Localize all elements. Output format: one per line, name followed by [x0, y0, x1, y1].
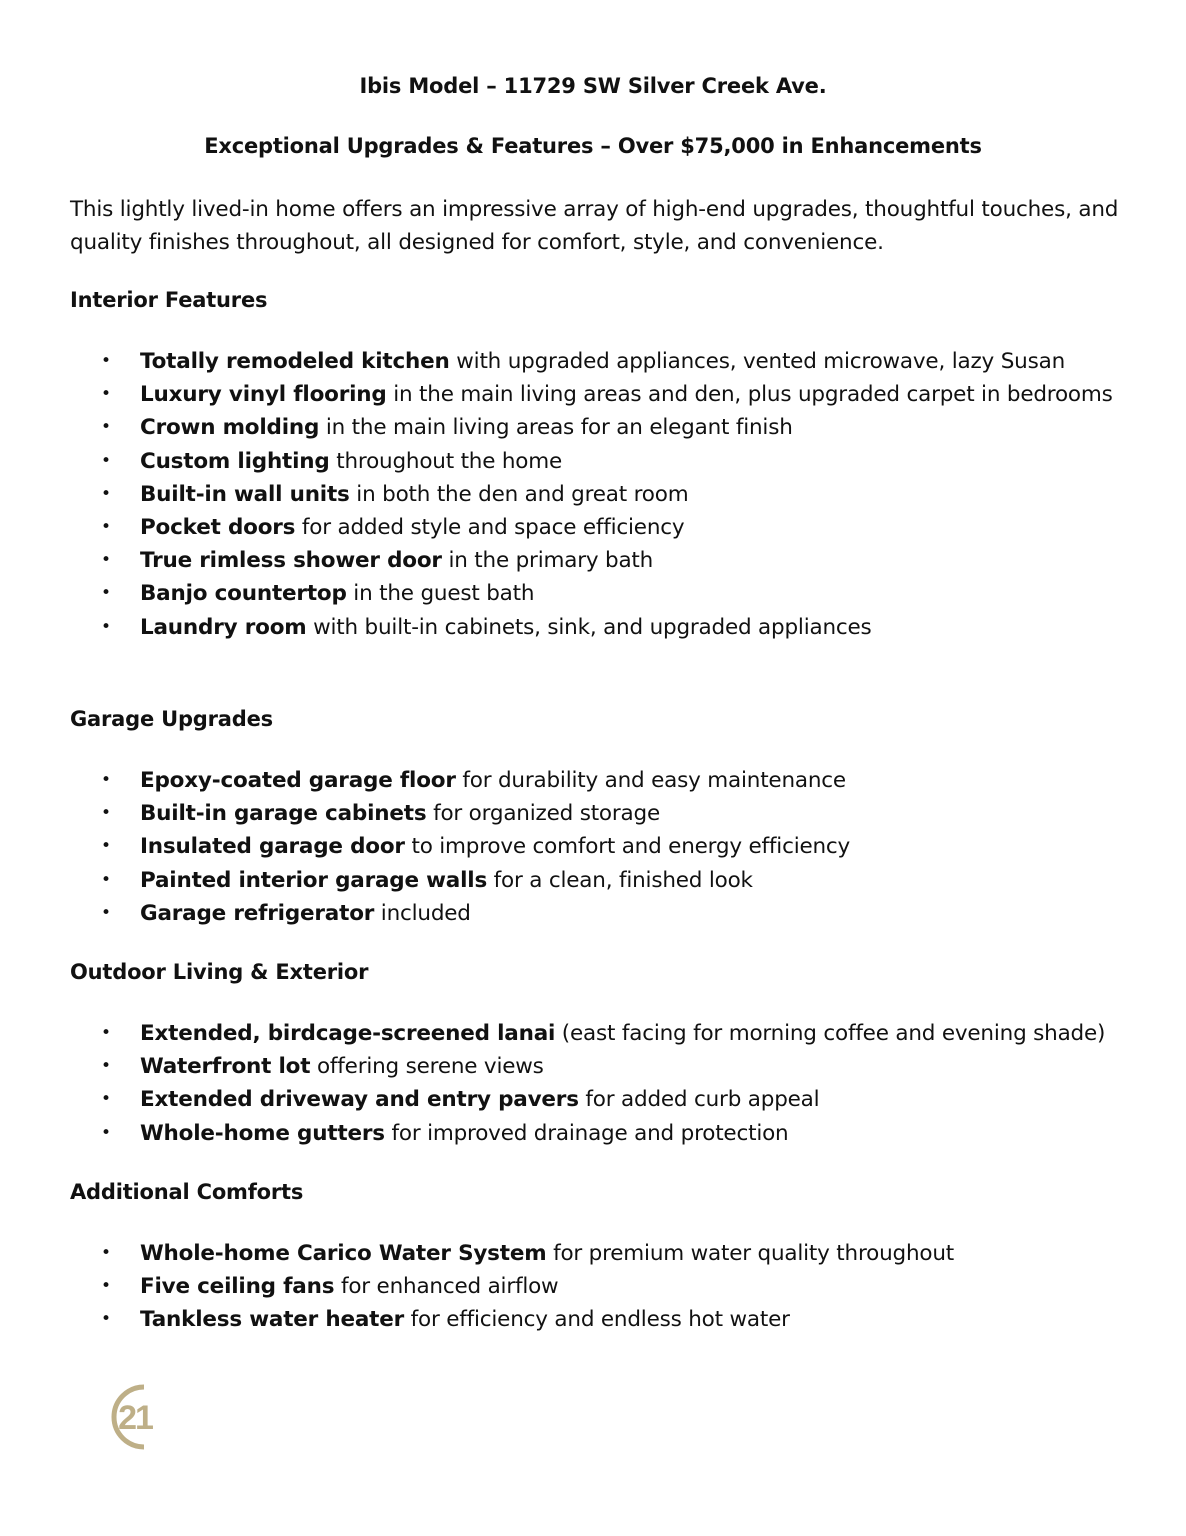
item-text: with upgraded appliances, vented microwave, lazy Susan: [449, 349, 1065, 374]
bullet: •: [101, 450, 111, 471]
bullet: •: [101, 1309, 111, 1330]
list-item: [70, 1117, 1130, 1150]
list-item: [70, 378, 1130, 411]
page-subtitle: Exceptional Upgrades & Features – Over $75,000 in Enhancements: [204, 134, 982, 158]
bullet: •: [101, 583, 111, 604]
item-text: for added style and space efficiency: [295, 515, 685, 541]
bullet: •: [101, 869, 111, 890]
item-text: for improved drainage and protection: [384, 1120, 789, 1146]
item-text: in both the den and great room: [349, 481, 689, 507]
item-highlight: Pocket doors: [140, 515, 296, 541]
item-highlight: Epoxy-coated garage floor: [140, 768, 456, 793]
item-text: for a clean, finished look: [487, 867, 753, 893]
item-highlight: Waterfront lot: [140, 1054, 311, 1080]
item-highlight: Five ceiling fans: [140, 1274, 335, 1300]
item-highlight: Extended driveway and entry pavers: [140, 1087, 579, 1113]
item-text: with built-in cabinets, sink, and upgraded appliances: [306, 614, 872, 640]
bullet: •: [101, 1089, 111, 1110]
bullet: •: [101, 902, 111, 923]
list-item: [70, 897, 1130, 930]
item-text: for premium water quality throughout: [546, 1241, 954, 1266]
section-heading-outdoor: Outdoor Living & Exterior: [70, 960, 369, 984]
additional-comforts-list: [70, 1237, 1130, 1337]
list-item: [70, 611, 1130, 644]
item-highlight: Whole-home Carico Water System: [140, 1241, 547, 1266]
list-item: [70, 577, 1130, 610]
list-item: [70, 830, 1130, 863]
item-highlight: Totally remodeled kitchen: [140, 349, 450, 374]
item-text: included: [374, 900, 471, 926]
item-text: in the primary bath: [441, 548, 654, 574]
item-text: in the main living areas for an elegant finish: [319, 415, 793, 441]
interior-features-list: [70, 345, 1130, 644]
list-item: [70, 864, 1130, 897]
list-item: [70, 511, 1130, 544]
bullet: •: [101, 550, 111, 571]
list-item: [70, 1237, 1130, 1270]
bullet: •: [101, 384, 111, 405]
bullet: •: [101, 351, 111, 371]
intro-paragraph: This lightly lived-in home offers an impressive array of high-end upgrades, thoughtful touches, and quality finishes throughout, all designed for comfort, style, and convenience.: [70, 197, 1119, 255]
bullet: •: [101, 770, 111, 790]
item-text: (east facing for morning coffee and evening shade): [555, 1021, 1106, 1046]
bullet: •: [101, 417, 111, 438]
bullet: •: [101, 483, 111, 504]
bullet: •: [101, 1023, 111, 1043]
item-highlight: Built-in wall units: [140, 481, 350, 507]
list-item: [70, 345, 1130, 378]
list-item: [70, 797, 1130, 830]
list-item: [70, 1050, 1130, 1083]
item-highlight: Garage refrigerator: [140, 900, 375, 926]
item-highlight: Tankless water heater: [140, 1307, 405, 1333]
list-item: [70, 544, 1130, 577]
item-highlight: Crown molding: [140, 415, 320, 441]
item-highlight: Built-in garage cabinets: [140, 801, 427, 827]
item-highlight: Custom lighting: [140, 448, 330, 474]
item-highlight: True rimless shower door: [140, 548, 442, 574]
list-item: [70, 445, 1130, 478]
list-item: [70, 1303, 1130, 1336]
list-item: [70, 411, 1130, 444]
bullet: •: [101, 1276, 111, 1297]
list-item: [70, 478, 1130, 511]
bullet: •: [101, 1056, 111, 1077]
garage-upgrades-list: [70, 764, 1130, 930]
item-text: for durability and easy maintenance: [455, 768, 846, 793]
list-item: [70, 1083, 1130, 1116]
item-highlight: Extended, birdcage-screened lanai: [140, 1021, 556, 1046]
list-item: [70, 764, 1130, 797]
bullet: •: [101, 803, 111, 824]
list-item: [70, 1017, 1130, 1050]
item-highlight: Insulated garage door: [140, 834, 405, 860]
item-text: in the guest bath: [346, 581, 535, 607]
section-heading-additional: Additional Comforts: [70, 1180, 304, 1204]
item-text: for added curb appeal: [578, 1087, 820, 1113]
bullet: •: [101, 836, 111, 857]
item-highlight: Laundry room: [140, 614, 307, 640]
item-text: throughout the home: [329, 448, 563, 474]
section-heading-interior: Interior Features: [70, 288, 268, 312]
bullet: •: [101, 517, 111, 538]
item-text: for organized storage: [426, 801, 660, 827]
item-text: to improve comfort and energy efficiency: [404, 834, 851, 860]
logo-text: 21: [118, 1399, 152, 1437]
list-item: [70, 1270, 1130, 1303]
bullet: •: [101, 616, 111, 637]
item-highlight: Banjo countertop: [140, 581, 347, 607]
item-highlight: Luxury vinyl flooring: [140, 382, 387, 408]
bullet: •: [101, 1243, 111, 1263]
page-title: Ibis Model – 11729 SW Silver Creek Ave.: [359, 74, 827, 98]
section-heading-garage: Garage Upgrades: [70, 707, 273, 731]
item-highlight: Whole-home gutters: [140, 1120, 385, 1146]
item-text: in the main living areas and den, plus upgraded carpet in bedrooms: [386, 382, 1113, 408]
century21-logo-icon: [100, 1377, 166, 1457]
item-highlight: Painted interior garage walls: [140, 867, 488, 893]
item-text: for enhanced airflow: [334, 1274, 559, 1300]
item-text: for efficiency and endless hot water: [404, 1307, 790, 1333]
item-text: offering serene views: [310, 1054, 544, 1080]
bullet: •: [101, 1122, 111, 1143]
outdoor-living-list: [70, 1017, 1130, 1150]
